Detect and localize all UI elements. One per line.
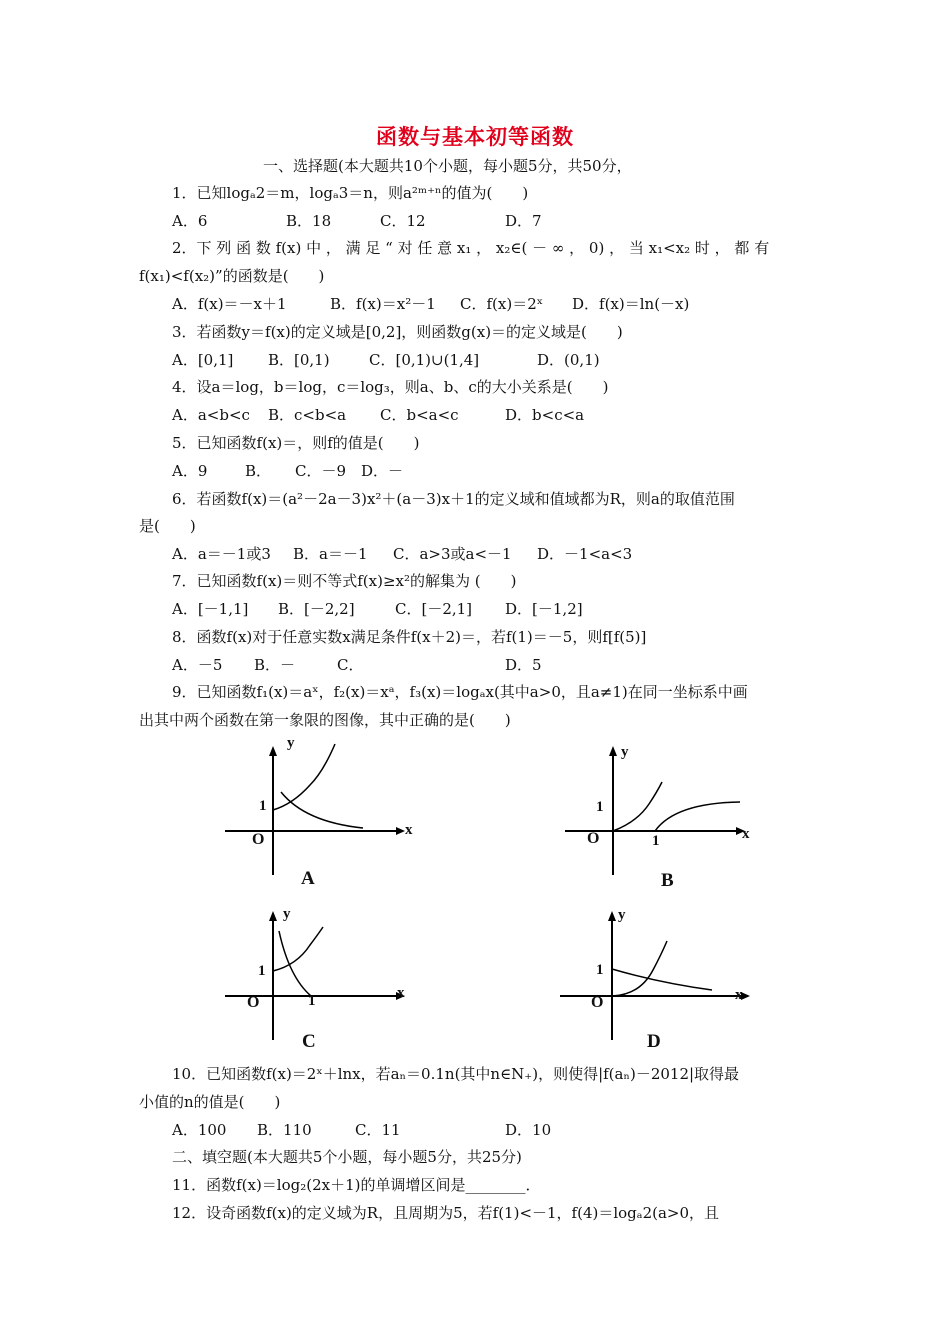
q10-stem-line2: 小值的n的值是( ): [139, 1093, 281, 1111]
graph-b-label: B: [661, 870, 674, 891]
graph-a: [225, 735, 413, 890]
q6-option-a: A．a＝－1或3: [172, 545, 271, 563]
q4-option-a: A．a<b<c: [172, 406, 250, 424]
power-curve: [613, 782, 662, 831]
q3-option-b: B．[0,1): [268, 351, 330, 369]
graph-a-origin-label: O: [252, 831, 265, 848]
q2-stem-line1: 2．下 列 函 数 f(x) 中 ， 满 足 “ 对 任 意 x₁ ， x₂∈( － ∞ ， 0) ， 当 x₁<x₂ 时 ， 都 有: [172, 239, 770, 257]
decay-curve: [612, 969, 712, 990]
q10-option-a: A．100: [172, 1121, 227, 1139]
q7-option-d: D．[－1,2]: [505, 600, 583, 618]
q1-option-d: D．7: [505, 212, 542, 230]
q6-option-b: B．a＝－1: [293, 545, 368, 563]
graph-c-label: C: [302, 1031, 316, 1052]
q5-option-a: A．9: [172, 462, 208, 480]
q2-stem-line2: f(x₁)<f(x₂)”的函数是( ): [139, 267, 325, 285]
graph-b-tick-x: 1: [652, 833, 660, 849]
y-axis-arrow-icon: [269, 746, 277, 756]
graph-d-y-label: y: [618, 907, 626, 923]
graph-d: [560, 905, 750, 1055]
q5-option-d: D．－: [361, 462, 404, 480]
q9-stem-line2: 出其中两个函数在第一象限的图像，其中正确的是( ): [139, 711, 511, 729]
q2-option-b: B．f(x)＝x²－1: [330, 295, 436, 313]
y-axis-arrow-icon: [608, 911, 616, 921]
q3-option-a: A．[0,1]: [172, 351, 234, 369]
graph-c-y-label: y: [283, 906, 291, 922]
q1-option-a: A．6: [172, 212, 208, 230]
q4-option-b: B．c<b<a: [268, 406, 347, 424]
q9-stem-line1: 9．已知函数f₁(x)＝aˣ，f₂(x)＝xᵃ，f₃(x)＝logₐx(其中a>0，且a≠1)在同一坐标系中画: [172, 683, 748, 701]
graph-b-origin-label: O: [587, 830, 600, 847]
graph-b-tick-y: 1: [596, 799, 604, 815]
decay-curve: [281, 792, 363, 828]
graph-d-origin-label: O: [591, 994, 604, 1011]
q11-stem: 11．函数f(x)＝log₂(2x＋1)的单调增区间是________．: [172, 1176, 541, 1194]
q6-option-d: D．－1<a<3: [537, 545, 633, 563]
x-axis-arrow-icon: [396, 827, 405, 835]
decay-curve: [279, 931, 311, 996]
q1-option-b: B．18: [286, 212, 332, 230]
graph-b-y-label: y: [621, 744, 629, 760]
graph-a-figure: [225, 740, 405, 890]
q2-option-a: A．f(x)＝－x＋1: [172, 295, 287, 313]
graph-d-x-label: x: [735, 987, 743, 1003]
q10-option-b: B．110: [257, 1121, 312, 1139]
q2-option-d: D．f(x)＝ln(－x): [572, 295, 690, 313]
q2-option-c: C．f(x)＝2ˣ: [460, 295, 544, 313]
graph-d-tick-y: 1: [596, 962, 604, 978]
log-curve: [655, 802, 740, 831]
q7-stem: 7．已知函数f(x)＝则不等式f(x)≥x²的解集为 ( ): [172, 572, 517, 590]
graph-a-y-label: y: [287, 735, 295, 751]
graph-c-origin-label: O: [247, 994, 260, 1011]
graph-a-label: A: [301, 868, 315, 889]
exp-curve: [273, 927, 323, 971]
graph-c-tick-x: 1: [308, 993, 316, 1009]
q10-option-d: D．10: [505, 1121, 552, 1139]
y-axis-arrow-icon: [609, 746, 617, 756]
page-title: 函数与基本初等函数: [376, 125, 574, 149]
q10-option-c: C．11: [355, 1121, 401, 1139]
exp-curve: [273, 744, 335, 810]
power-curve: [612, 941, 667, 996]
q5-option-b: B．: [245, 462, 272, 480]
q7-option-b: B．[－2,2]: [278, 600, 355, 618]
graph-a-x-label: x: [405, 822, 413, 838]
graph-c: [225, 905, 405, 1055]
q4-stem: 4．设a＝log，b＝log，c＝log₃，则a、b、c的大小关系是( ): [172, 378, 609, 396]
q8-stem: 8．函数f(x)对于任意实数x满足条件f(x＋2)＝，若f(1)＝－5，则f[f(5)]: [172, 628, 647, 646]
q6-stem-line1: 6．若函数f(x)＝(a²－2a－3)x²＋(a－3)x＋1的定义域和值域都为R，则a的取值范围: [172, 490, 735, 508]
q5-option-c: C．－9: [295, 462, 347, 480]
y-axis-arrow-icon: [269, 911, 277, 921]
section2-header: 二、填空题(本大题共5个小题，每小题5分，共25分): [172, 1148, 522, 1166]
q6-option-c: C．a>3或a<－1: [393, 545, 512, 563]
q4-option-c: C．b<a<c: [380, 406, 459, 424]
section1-header: 一、选择题(本大题共10个小题，每小题5分，共50分，: [263, 157, 632, 175]
q3-option-d: D．(0,1): [537, 351, 600, 369]
q4-option-d: D．b<c<a: [505, 406, 585, 424]
q7-option-a: A．[－1,1]: [172, 600, 249, 618]
q5-stem: 5．已知函数f(x)＝，则f的值是( ): [172, 434, 420, 452]
q10-stem-line1: 10．已知函数f(x)＝2ˣ＋lnx，若aₙ＝0.1n(其中n∈N₊)，则使得|f(aₙ)－2012|取得最: [172, 1065, 740, 1083]
q6-stem-line2: 是( ): [139, 517, 196, 535]
graph-c-tick-y: 1: [258, 963, 266, 979]
graph-c-x-label: x: [397, 985, 405, 1001]
q1-option-c: C．12: [380, 212, 426, 230]
graph-d-label: D: [647, 1031, 661, 1052]
q8-option-c: C．: [337, 656, 364, 674]
q1-stem: 1．已知logₐ2＝m，logₐ3＝n，则a²ᵐ⁺ⁿ的值为( ): [172, 184, 529, 202]
q3-stem: 3．若函数y＝f(x)的定义域是[0,2]，则函数g(x)＝的定义域是( ): [172, 323, 623, 341]
graph-b-figure: [565, 740, 745, 890]
graph-b: [565, 740, 750, 891]
q3-option-c: C．[0,1)∪(1,4]: [369, 351, 480, 369]
q8-option-d: D．5: [505, 656, 542, 674]
graph-b-x-label: x: [742, 826, 750, 842]
q12-stem: 12．设奇函数f(x)的定义域为R，且周期为5，若f(1)<－1，f(4)＝logₐ2(a>0，且: [172, 1204, 720, 1222]
q8-option-a: A．－5: [172, 656, 223, 674]
graph-a-tick-y: 1: [259, 798, 267, 814]
q8-option-b: B．－: [254, 656, 296, 674]
q7-option-c: C．[－2,1]: [395, 600, 473, 618]
